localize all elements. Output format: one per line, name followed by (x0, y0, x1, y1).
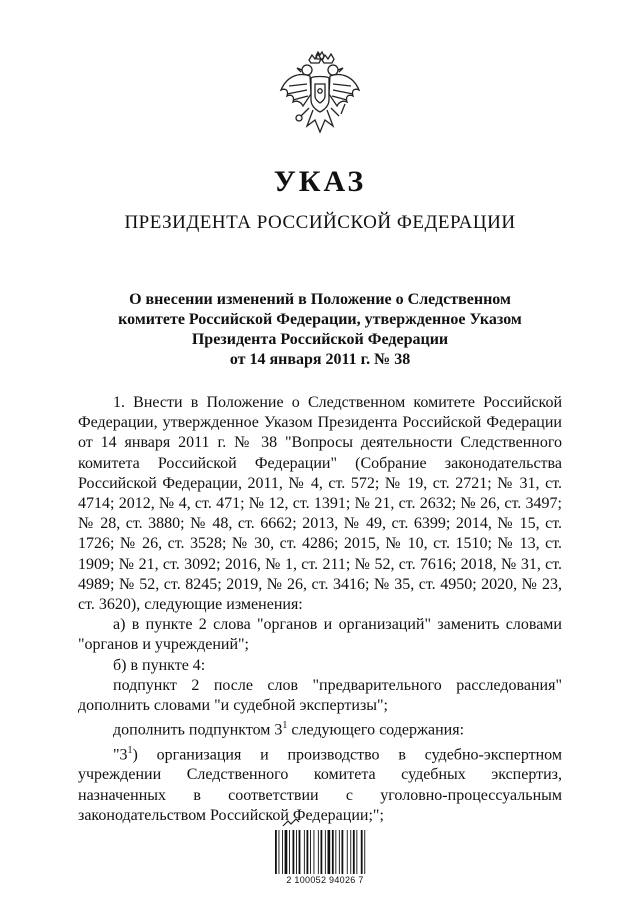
barcode-bar (361, 830, 363, 874)
barcode-bar (282, 830, 283, 874)
heading-line: Президента Российской Федерации (191, 331, 449, 348)
barcode-bar (304, 830, 305, 874)
paragraph-6-text: "3 (113, 746, 128, 764)
barcode-bar (335, 830, 336, 874)
coat-of-arms-icon (275, 50, 365, 140)
barcode-bar (289, 830, 290, 874)
superscript: 1 (282, 720, 288, 732)
barcode-bar (364, 830, 365, 874)
barcode-bar (350, 830, 351, 874)
print-mark-icon (282, 818, 300, 828)
barcode-number: 2 100052 94026 7 (286, 875, 364, 885)
barcode-bar (307, 830, 309, 874)
paragraph-5-text-end: следующего содержания: (287, 721, 465, 739)
paragraph-4: подпункт 2 после слов "предварительного расследования" дополнить словами "и судебной экспертизы"; (78, 676, 562, 715)
paragraph-5 (78, 716, 562, 741)
document-subtitle: ПРЕЗИДЕНТА РОССИЙСКОЙ ФЕДЕРАЦИИ (124, 212, 516, 233)
barcode-bar (275, 830, 277, 874)
barcode-bar (332, 830, 334, 874)
decree-body (78, 393, 562, 826)
barcode-bar (356, 830, 357, 874)
barcode-bar (339, 830, 340, 874)
barcode-bar (314, 830, 315, 874)
heading-line: от 14 января 2011 г. № 38 (229, 351, 411, 368)
barcode-bar (353, 830, 355, 874)
paragraph-6 (78, 741, 562, 826)
barcode (260, 818, 390, 888)
barcode-bar (325, 830, 326, 874)
paragraph-5-text: дополнить подпунктом 3 (113, 721, 283, 739)
heading-line: О внесении изменений в Положение о Следственном (129, 291, 511, 308)
superscript: 1 (127, 744, 133, 756)
barcode-bar (318, 830, 319, 874)
barcode-bar (299, 830, 301, 874)
paragraph-2: а) в пункте 2 слова "органов и организаций" заменить словами "органов и учреждений"; (78, 616, 562, 654)
barcode-bar (293, 830, 295, 874)
document-title: УКАЗ (273, 165, 367, 198)
barcode-bar (342, 830, 344, 874)
barcode-bar (285, 830, 288, 874)
paragraph-3: б) в пункте 4: (113, 656, 206, 674)
heading-line: комитете Российской Федерации, утвержденное Указом (118, 311, 522, 328)
barcode-bar (347, 830, 348, 874)
barcode-icon (275, 830, 375, 874)
barcode-bar (310, 830, 311, 874)
barcode-bar (279, 830, 280, 874)
paragraph-6-text-end: ) организация и производство в судебно-экспертном учреждении Следственного комитета судебных экспертиз, назначенных в соответствии с уголовно-процессуальным законодательством Российской Федерации;"; (78, 746, 562, 824)
paragraph-1: 1. Внести в Положение о Следственном комитете Российской Федерации, утвержденное Указом Президента Российской Федерации от 14 января 2011 г. № 38 "Вопросы деятельности Следственного комитета Российской Федерации" (Собрание законодательства Российской Федерации, 2011, № 4, ст. 572; № 19, ст. 2721; № 31, ст. 4714; 2012, № 4, ст. 471; № 12, ст. 1391; № 21, ст. 2632; № 26, ст. 3497; № 28, ст. 3880; № 48, ст. 6662; 2013, № 49, ст. 6399; 2014, № 15, ст. 1726; № 26, ст. 3528; № 30, ст. 4286; 2015, № 10, ст. 1510; № 13, ст. 1909; № 21, ст. 3092; 2016, № 1, ст. 211; № 52, ст. 7616; 2018, № 31, ст. 4989; № 52, ст. 8245; 2019, № 26, ст. 3416; № 35, ст. 4950; 2020, № 23, ст. 3620), следующие изменения: (78, 394, 562, 614)
decree-heading (80, 290, 560, 370)
barcode-bar (296, 830, 297, 874)
barcode-bar (328, 830, 331, 874)
barcode-bar (321, 830, 323, 874)
